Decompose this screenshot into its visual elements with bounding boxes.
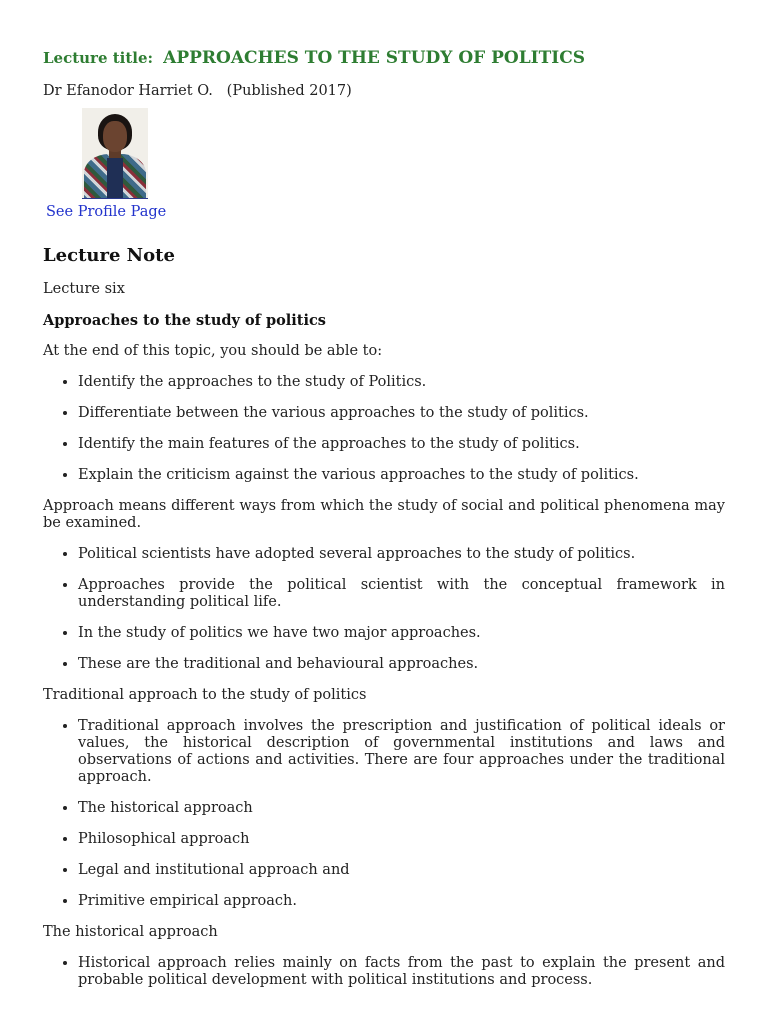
list-item: • Philosophical approach (78, 831, 725, 848)
approach-points-list (43, 546, 725, 673)
list-item: • In the study of politics we have two major approaches. (78, 625, 725, 642)
lecture-number: Lecture six (43, 281, 125, 297)
list-item: • Political scientists have adopted several approaches to the study of politics. (78, 546, 725, 563)
list-item: • These are the traditional and behavioural approaches. (78, 656, 725, 673)
author-name: Dr Efanodor Harriet O. (43, 83, 213, 99)
lecture-title-text: APPROACHES TO THE STUDY OF POLITICS (163, 48, 586, 68)
list-item: • Traditional approach involves the prescription and justification of political ideals or values, the historical description of governmental institutions and laws and observations of actions and activities. There are four approaches under the traditional approach. (78, 718, 725, 786)
list-item: • Approaches provide the political scientist with the conceptual framework in understanding political life. (78, 577, 725, 611)
author-line (43, 83, 725, 100)
list-item: • Explain the criticism against the various approaches to the study of politics. (78, 467, 725, 484)
topic-heading: Approaches to the study of politics (43, 312, 326, 329)
author-photo[interactable] (82, 108, 148, 199)
traditional-heading: Traditional approach to the study of politics (43, 687, 367, 703)
section-heading: Lecture Note (43, 245, 175, 266)
list-item: • Primitive empirical approach. (78, 893, 725, 910)
see-profile-link[interactable]: See Profile Page (46, 204, 167, 220)
list-item: • Legal and institutional approach and (78, 862, 725, 879)
list-item: • Historical approach relies mainly on facts from the past to explain the present and probable political development with political institutions and process. (78, 955, 725, 989)
list-item: • The historical approach (78, 800, 725, 817)
author-photo-link[interactable] (82, 108, 150, 200)
traditional-points-list (43, 718, 725, 910)
list-item: • Identify the approaches to the study of Politics. (78, 374, 725, 391)
objectives-intro: At the end of this topic, you should be able to: (43, 343, 383, 359)
objectives-list (43, 374, 725, 484)
list-item: • Identify the main features of the approaches to the study of politics. (78, 436, 725, 453)
historical-heading: The historical approach (43, 924, 218, 940)
lecture-title-prefix: Lecture title: (43, 49, 154, 67)
list-item: • Differentiate between the various approaches to the study of politics. (78, 405, 725, 422)
historical-points-list (43, 955, 725, 989)
approach-definition: Approach means different ways from which the study of social and political phenomena may be examined. (43, 498, 725, 531)
published-date: (Published 2017) (226, 83, 352, 99)
lecture-title (43, 42, 725, 69)
